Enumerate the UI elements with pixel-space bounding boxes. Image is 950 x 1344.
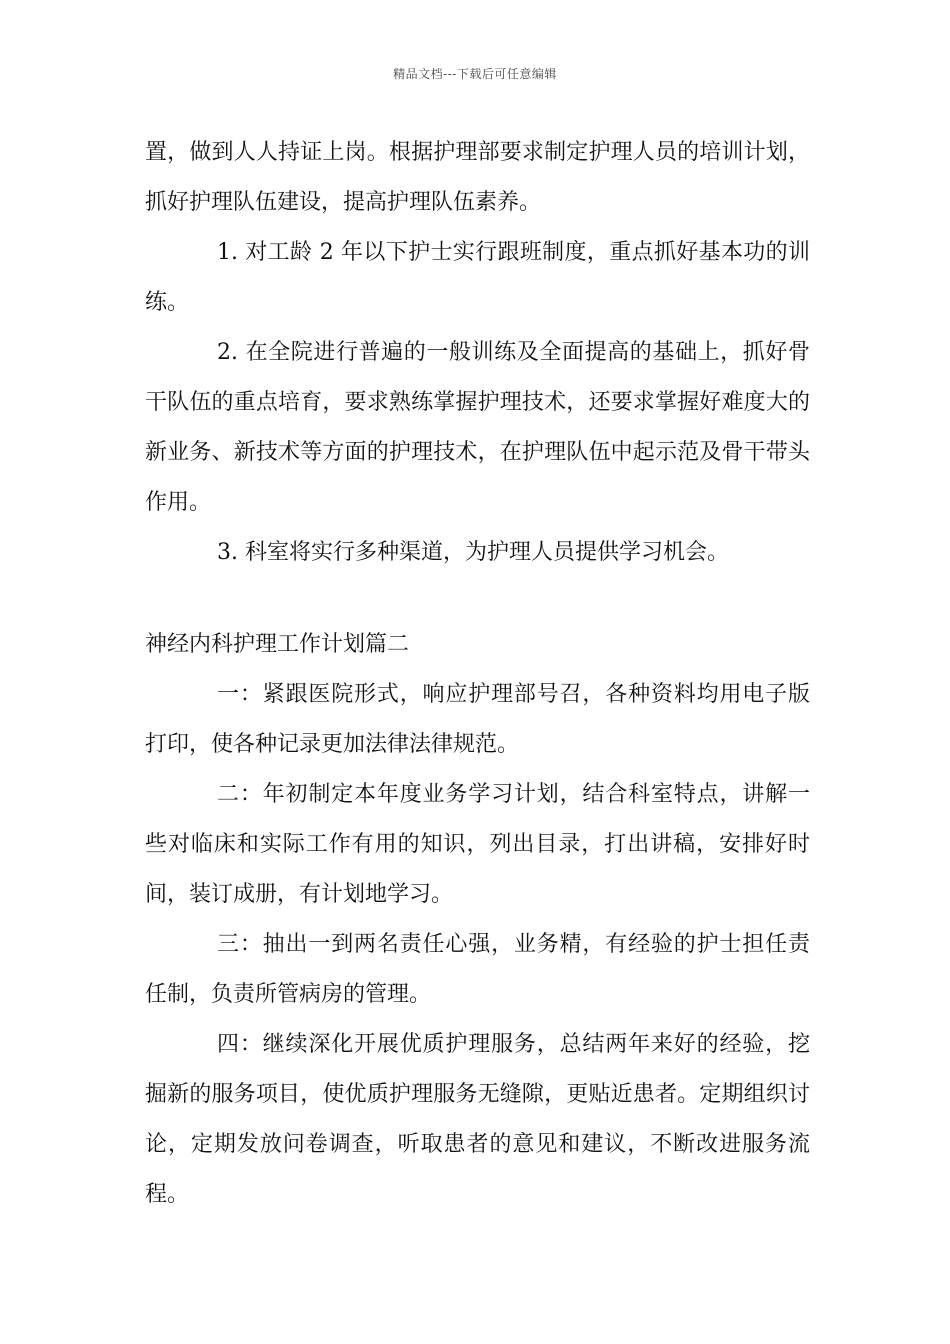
paragraph-item-1: 1. 对工龄 2 年以下护士实行跟班制度，重点抓好基本功的训练。 <box>145 240 810 315</box>
paragraph-item-3: 3. 科室将实行多种渠道，为护理人员提供学习机会。 <box>217 540 729 565</box>
section-title: 神经内科护理工作计划篇二 <box>145 632 410 657</box>
page-header: 精品文档---下载后可任意编辑 <box>393 67 557 81</box>
document-body <box>145 128 810 1220</box>
paragraph-point-2: 二：年初制定本年度业务学习计划，结合科室特点，讲解一些对临床和实际工作有用的知识，列出目录，打出讲稿，安排好时间，装订成册，有计划地学习。 <box>145 782 810 907</box>
paragraph-item-2: 2. 在全院进行普遍的一般训练及全面提高的基础上，抓好骨干队伍的重点培育，要求熟练掌握护理技术，还要求掌握好难度大的新业务、新技术等方面的护理技术，在护理队伍中起示范及骨干带头作用。 <box>145 340 810 515</box>
section-spacer <box>145 578 810 620</box>
paragraph-point-1: 一：紧跟医院形式，响应护理部号召，各种资料均用电子版打印，使各种记录更加法律法律规范。 <box>145 682 810 757</box>
paragraph-training-intro: 置，做到人人持证上岗。根据护理部要求制定护理人员的培训计划，抓好护理队伍建设，提高护理队伍素养。 <box>145 140 810 215</box>
paragraph-point-3: 三：抽出一到两名责任心强，业务精，有经验的护士担任责任制，负责所管病房的管理。 <box>145 932 810 1007</box>
paragraph-point-4: 四：继续深化开展优质护理服务，总结两年来好的经验，挖掘新的服务项目，使优质护理服务无缝隙，更贴近患者。定期组织讨论，定期发放问卷调查，听取患者的意见和建议，不断改进服务流程。 <box>145 1032 810 1207</box>
